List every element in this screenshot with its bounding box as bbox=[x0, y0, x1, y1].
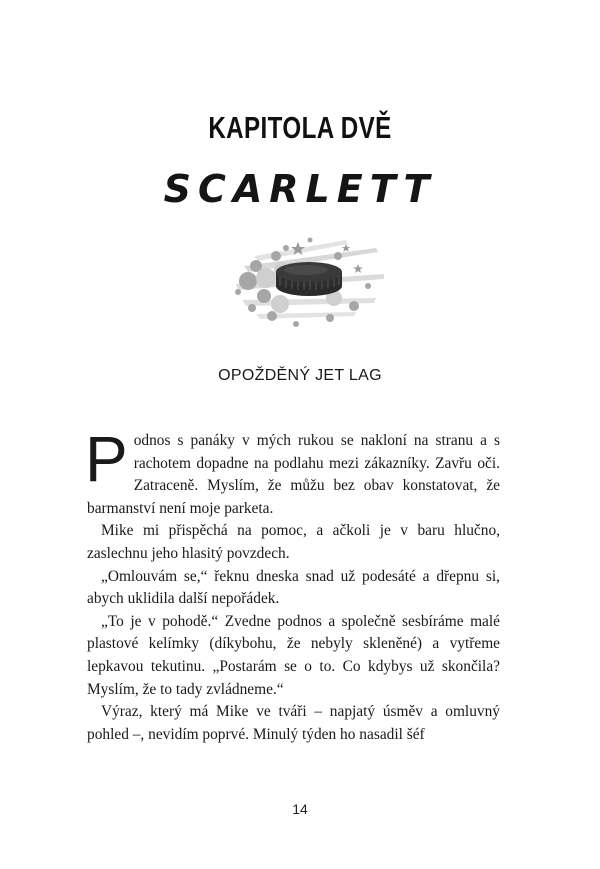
paragraph: Mike mi přispěchá na pomoc, a ačkoli je v baru hlučno, zaslechnu jeho hlasitý povzdech. bbox=[87, 522, 500, 562]
paragraph: „Omlouvám se,“ řeknu dneska snad už podesáté a dřepnu si, abych uklidila další nepořádek. bbox=[87, 567, 500, 608]
section-title: OPOŽDĚNÝ JET LAG bbox=[218, 367, 382, 384]
paragraph: „To je v pohodě.“ Zvedne podnos a společně sesbíráme malé plastové kelímky (díkybohu, že nebyly skleněné) a vytřeme lepkavou tekutinu. „Postarám se o to. Co kdybys už skončila? Myslím, že to tady zvládneme.“ bbox=[87, 612, 500, 698]
chapter-name: SCARLETT bbox=[163, 167, 437, 211]
chapter-label: KAPITOLA DVĚ bbox=[208, 110, 392, 145]
page-number: 14 bbox=[292, 801, 308, 817]
paragraph-text: odnos s panáky v mých rukou se nakloní na stranu a s rachotem dopadne na podlahu mezi zákazníky. Zavřu oči. Zatraceně. Myslím, že můžu bez obav konstatovat, že barmanství není moje parketa. bbox=[87, 432, 500, 517]
hockey-puck-splash-icon bbox=[226, 226, 391, 331]
drop-cap: P bbox=[85, 423, 128, 495]
paragraph: Výraz, který má Mike ve tváři – napjatý úsměv a omluvný pohled –, nevidím poprvé. Minulý týden ho nasadil šéf bbox=[87, 703, 500, 743]
paragraph bbox=[85, 423, 500, 520]
body-text bbox=[85, 423, 500, 746]
